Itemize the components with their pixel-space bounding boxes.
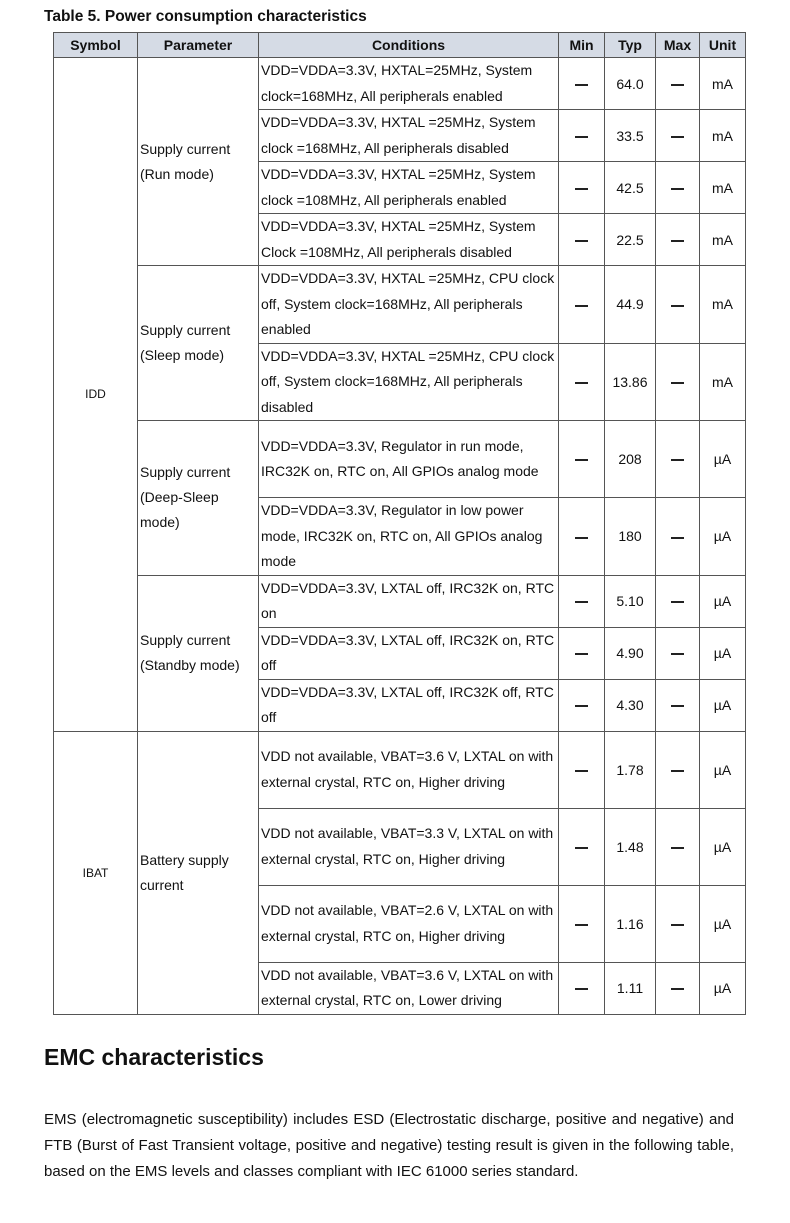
typ-cell: 22.5 <box>605 214 656 266</box>
unit-cell: µA <box>700 731 746 808</box>
power-consumption-table <box>53 32 746 1015</box>
max-cell <box>656 962 700 1014</box>
conditions-cell: VDD=VDDA=3.3V, LXTAL off, IRC32K on, RTC off <box>259 627 559 679</box>
dash-mark <box>575 305 588 307</box>
dash-mark <box>575 188 588 190</box>
table-row <box>54 731 746 808</box>
dash-mark <box>671 653 684 655</box>
unit-cell: µA <box>700 679 746 731</box>
dash-mark <box>671 601 684 603</box>
dash-mark <box>575 459 588 461</box>
dash-mark <box>575 382 588 384</box>
parameter-cell: Battery supply current <box>138 731 259 1014</box>
dash-mark <box>671 459 684 461</box>
conditions-cell: VDD=VDDA=3.3V, Regulator in low power mode, IRC32K on, RTC on, All GPIOs analog mode <box>259 498 559 576</box>
dash-mark <box>671 847 684 849</box>
table-row <box>54 575 746 627</box>
dash-mark <box>671 988 684 990</box>
unit-cell: µA <box>700 808 746 885</box>
unit-cell: mA <box>700 58 746 110</box>
dash-mark <box>575 240 588 242</box>
conditions-cell: VDD=VDDA=3.3V, Regulator in run mode, IRC32K on, RTC on, All GPIOs analog mode <box>259 421 559 498</box>
dash-mark <box>671 188 684 190</box>
typ-cell: 4.30 <box>605 679 656 731</box>
conditions-cell: VDD=VDDA=3.3V, HXTAL =25MHz, CPU clock off, System clock=168MHz, All peripherals enabled <box>259 266 559 344</box>
dash-mark <box>575 847 588 849</box>
min-cell <box>559 162 605 214</box>
unit-cell: mA <box>700 162 746 214</box>
header-min: Min <box>559 33 605 58</box>
dash-mark <box>671 705 684 707</box>
typ-cell: 33.5 <box>605 110 656 162</box>
typ-cell: 4.90 <box>605 627 656 679</box>
conditions-cell: VDD=VDDA=3.3V, HXTAL=25MHz, System clock=168MHz, All peripherals enabled <box>259 58 559 110</box>
header-conditions: Conditions <box>259 33 559 58</box>
min-cell <box>559 110 605 162</box>
dash-mark <box>575 924 588 926</box>
dash-mark <box>671 382 684 384</box>
max-cell <box>656 731 700 808</box>
min-cell <box>559 58 605 110</box>
dash-mark <box>671 136 684 138</box>
conditions-cell: VDD not available, VBAT=3.3 V, LXTAL on with external crystal, RTC on, Higher driving <box>259 808 559 885</box>
max-cell <box>656 343 700 421</box>
parameter-cell: Supply current (Run mode) <box>138 58 259 266</box>
dash-mark <box>575 601 588 603</box>
unit-cell: mA <box>700 110 746 162</box>
conditions-cell: VDD=VDDA=3.3V, HXTAL =25MHz, System clock =108MHz, All peripherals enabled <box>259 162 559 214</box>
conditions-cell: VDD=VDDA=3.3V, HXTAL =25MHz, CPU clock off, System clock=168MHz, All peripherals disabled <box>259 343 559 421</box>
min-cell <box>559 627 605 679</box>
typ-cell: 1.11 <box>605 962 656 1014</box>
unit-cell: µA <box>700 498 746 576</box>
conditions-cell: VDD not available, VBAT=3.6 V, LXTAL on with external crystal, RTC on, Lower driving <box>259 962 559 1014</box>
header-parameter: Parameter <box>138 33 259 58</box>
unit-cell: µA <box>700 962 746 1014</box>
table-row <box>54 58 746 110</box>
dash-mark <box>575 988 588 990</box>
dash-mark <box>671 924 684 926</box>
max-cell <box>656 110 700 162</box>
parameter-cell: Supply current (Deep-Sleep mode) <box>138 421 259 576</box>
unit-cell: mA <box>700 266 746 344</box>
table-body <box>54 58 746 1015</box>
dash-mark <box>671 84 684 86</box>
max-cell <box>656 679 700 731</box>
typ-cell: 1.16 <box>605 885 656 962</box>
typ-cell: 180 <box>605 498 656 576</box>
parameter-cell: Supply current (Sleep mode) <box>138 266 259 421</box>
parameter-cell: Supply current (Standby mode) <box>138 575 259 731</box>
min-cell <box>559 679 605 731</box>
header-max: Max <box>656 33 700 58</box>
header-unit: Unit <box>700 33 746 58</box>
min-cell <box>559 343 605 421</box>
conditions-cell: VDD not available, VBAT=2.6 V, LXTAL on with external crystal, RTC on, Higher driving <box>259 885 559 962</box>
unit-cell: µA <box>700 885 746 962</box>
unit-cell: µA <box>700 627 746 679</box>
max-cell <box>656 885 700 962</box>
conditions-cell: VDD=VDDA=3.3V, HXTAL =25MHz, System Clock =108MHz, All peripherals disabled <box>259 214 559 266</box>
conditions-cell: VDD=VDDA=3.3V, LXTAL off, IRC32K on, RTC on <box>259 575 559 627</box>
max-cell <box>656 162 700 214</box>
typ-cell: 44.9 <box>605 266 656 344</box>
conditions-cell: VDD not available, VBAT=3.6 V, LXTAL on with external crystal, RTC on, Higher driving <box>259 731 559 808</box>
min-cell <box>559 498 605 576</box>
dash-mark <box>671 537 684 539</box>
header-symbol: Symbol <box>54 33 138 58</box>
typ-cell: 5.10 <box>605 575 656 627</box>
max-cell <box>656 808 700 885</box>
unit-cell: µA <box>700 421 746 498</box>
max-cell <box>656 266 700 344</box>
typ-cell: 42.5 <box>605 162 656 214</box>
dash-mark <box>671 240 684 242</box>
max-cell <box>656 498 700 576</box>
min-cell <box>559 575 605 627</box>
min-cell <box>559 885 605 962</box>
section-paragraph: EMS (electromagnetic susceptibility) includes ESD (Electrostatic discharge, positive and negative) and FTB (Burst of Fast Transient voltage, positive and negative) testing result is given in the following table, based on the EMS levels and classes compliant with IEC 61000 series standard. <box>44 1111 734 1180</box>
table-row <box>54 421 746 498</box>
typ-cell: 208 <box>605 421 656 498</box>
symbol-cell: IDD <box>54 58 138 732</box>
dash-mark <box>671 770 684 772</box>
min-cell <box>559 421 605 498</box>
dash-mark <box>575 136 588 138</box>
unit-cell: µA <box>700 575 746 627</box>
max-cell <box>656 575 700 627</box>
min-cell <box>559 962 605 1014</box>
unit-cell: mA <box>700 214 746 266</box>
table-row <box>54 266 746 344</box>
max-cell <box>656 58 700 110</box>
min-cell <box>559 266 605 344</box>
header-row <box>54 33 746 58</box>
min-cell <box>559 214 605 266</box>
typ-cell: 13.86 <box>605 343 656 421</box>
max-cell <box>656 214 700 266</box>
max-cell <box>656 421 700 498</box>
symbol-cell: IBAT <box>54 731 138 1014</box>
min-cell <box>559 731 605 808</box>
dash-mark <box>575 653 588 655</box>
min-cell <box>559 808 605 885</box>
header-typ: Typ <box>605 33 656 58</box>
dash-mark <box>575 84 588 86</box>
typ-cell: 64.0 <box>605 58 656 110</box>
section-heading: EMC characteristics <box>44 1044 264 1070</box>
table-caption: Table 5. Power consumption characteristics <box>44 8 367 25</box>
typ-cell: 1.48 <box>605 808 656 885</box>
dash-mark <box>575 770 588 772</box>
dash-mark <box>671 305 684 307</box>
dash-mark <box>575 705 588 707</box>
unit-cell: mA <box>700 343 746 421</box>
typ-cell: 1.78 <box>605 731 656 808</box>
conditions-cell: VDD=VDDA=3.3V, HXTAL =25MHz, System clock =168MHz, All peripherals disabled <box>259 110 559 162</box>
max-cell <box>656 627 700 679</box>
conditions-cell: VDD=VDDA=3.3V, LXTAL off, IRC32K off, RTC off <box>259 679 559 731</box>
dash-mark <box>575 537 588 539</box>
